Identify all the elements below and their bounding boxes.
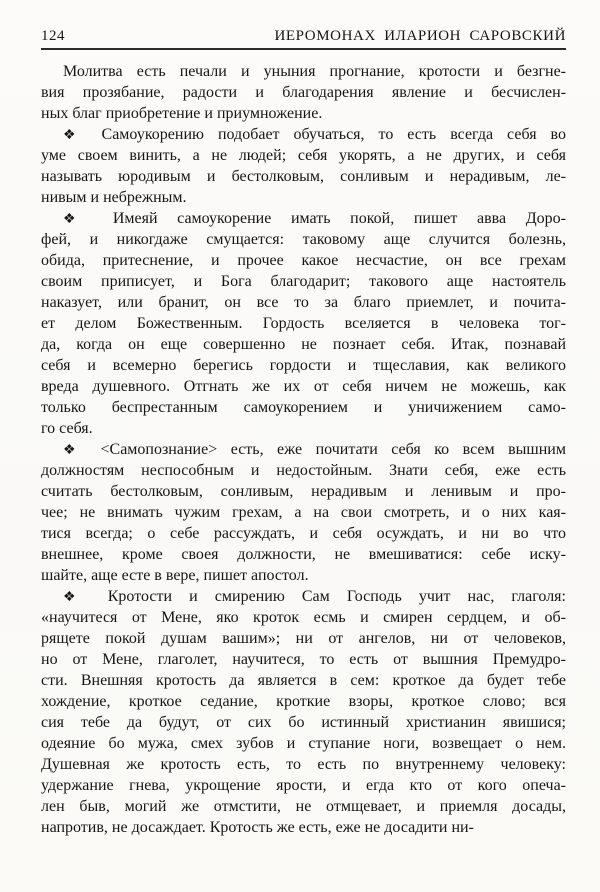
page-body	[41, 61, 566, 838]
text-line: шайте, аще есте в вере, пишет апостол.	[41, 567, 309, 584]
text-line: напротив, не досаждает. Кротость же есть, еже не досадити ни-	[41, 819, 474, 836]
text-line: фей, и никогдаже смущается: таковому аще случится болезнь,	[41, 231, 566, 248]
page-header	[41, 27, 566, 45]
text-line: ❖ Самоукорению подобает обучаться, то есть всегда себя во	[63, 126, 566, 143]
text-line: да, когда он еще совершенно не познает себя. Итак, познавай	[41, 336, 566, 353]
text-line: одеяние бо мужа, смех зубов и ступание ноги, возвещает о нем.	[41, 735, 566, 752]
text-line: себя и всемерно берегись гордости и тщеславия, как великого	[41, 357, 566, 374]
text-line: хождение, кроткое седание, кроткие взоры, кроткое слово; вся	[41, 693, 566, 710]
text-line: ❖ <Самопознание> есть, еже почитати себя ко всем вышним	[63, 441, 566, 458]
paragraph-marker-icon: ❖	[63, 212, 92, 227]
text-line: обида, притеснение, и прочее какое несчастие, он все грехам	[41, 252, 566, 269]
paragraph-marker-icon: ❖	[63, 443, 86, 458]
text-line: удержание гнева, укрощение ярости, и егда кто от кого опеча-	[41, 777, 566, 794]
text-line: наказует, или бранит, он все то за благо приемлет, и почита-	[41, 294, 566, 311]
text-line: тися всегда; о себе рассуждать, и себя осуждать, и ни во что	[41, 525, 566, 542]
paragraph-marker-icon: ❖	[63, 590, 89, 605]
text-line: должностям неспособным и недостойным. Знати себя, еже есть	[41, 462, 566, 479]
text-line: вия прозябание, радости и благодарения явление и бесчислен-	[41, 84, 566, 101]
page-number: 124	[41, 28, 65, 44]
paragraph-marker-icon: ❖	[63, 128, 86, 143]
text-line: Душевная же кротость есть, то есть по внутреннему человеку:	[41, 756, 566, 773]
text-line: своим приписует, и Бога благодарит; такового аще настоятель	[41, 273, 566, 290]
text-line: «научитеся от Мене, яко кроток есмь и смирен сердцем, и об-	[41, 609, 566, 626]
text-line: рящете покой душам вашим»; ни от ангелов, ни от человеков,	[41, 630, 566, 647]
text-line: но от Мене, глаголет, научитеся, то есть от вышния Премудро-	[41, 651, 566, 668]
text-line: сия тебе да будут, от сих бо истинный христианин явишися;	[41, 714, 566, 731]
text-line: нивым и небрежным.	[41, 189, 187, 206]
text-line: только беспрестанным самоукорением и уничижением само-	[41, 399, 566, 416]
text-line: го себя.	[41, 420, 93, 437]
text-line: ет делом Божественным. Гордость вселяется в человека тог-	[41, 315, 566, 332]
text-line: ных благ приобретение и приумножение.	[41, 105, 323, 122]
text-line: ❖ Имеяй самоукорение имать покой, пишет авва Доро-	[63, 210, 566, 227]
text-line: внешнее, кроме своея должности, не вмешиватися: себе иску-	[41, 546, 566, 563]
text-line: лен быв, могий же отмстити, не отмщевает, и приемля досады,	[41, 798, 566, 815]
text-line: считать бестолковым, сонливым, нерадивым и ленивым и про-	[41, 483, 566, 500]
text-line: называть юродивым и бестолковым, сонливым и нерадивым, ле-	[41, 168, 566, 185]
text-line: чее; не внимать чужим грехам, а на свои смотреть, и о них кая-	[41, 504, 566, 521]
text-line: ❖ Кротости и смирению Сам Господь учит нас, глаголя:	[63, 588, 566, 605]
text-line: сти. Внешняя кротость да является в сем: кроткое да будет тебе	[41, 672, 566, 689]
text-line: уме своем винить, а не людей; себя укорять, а не других, и себя	[41, 147, 566, 164]
text-line: вреда душевного. Отгнать же их от себя ничем не можешь, как	[41, 378, 566, 395]
text-line: Молитва есть печали и уныния прогнание, кротости и безгне-	[63, 63, 566, 80]
header-rule	[41, 48, 566, 50]
running-title: ИЕРОМОНАХ ИЛАРИОН САРОВСКИЙ	[274, 28, 566, 44]
